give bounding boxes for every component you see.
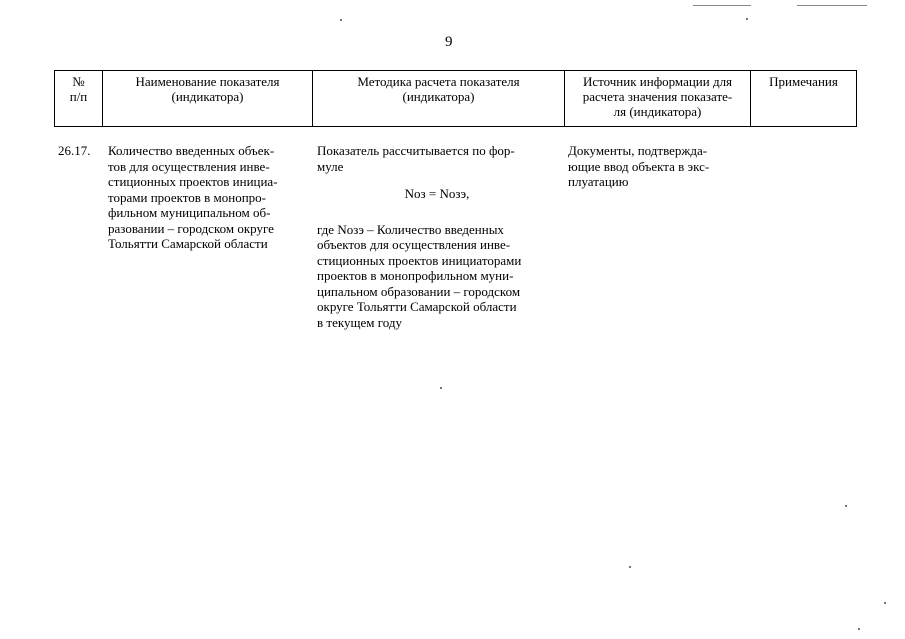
method-explanation: где Nозэ – Количество введенных объектов для осуществления инве- стиционных проектов инициаторами проектов в монопрофильном муни- ципальном образовании – городском округе Тольятти Самарской области в текущем году [317, 221, 522, 330]
method-formula: Nоз = Nозэ, [404, 186, 470, 201]
scan-dot [440, 387, 442, 389]
scan-line [797, 5, 867, 6]
page-number: 9 [445, 34, 453, 50]
scan-dot [884, 602, 886, 604]
header-calculation-method: Методика расчета показателя (индикатора) [313, 71, 565, 127]
header-information-source: Источник информации для расчета значения показате- ля (индикатора) [565, 71, 751, 127]
row-information-source: Документы, подтвержда- ющие ввод объекта в экс- плуатацию [568, 143, 710, 189]
scan-dot [629, 566, 631, 568]
row-calculation-method [317, 143, 557, 330]
header-notes: Примечания [751, 71, 857, 127]
header-indicator-name: Наименование показателя (индикатора) [103, 71, 313, 127]
scan-line [693, 5, 751, 6]
scan-dot [845, 505, 847, 507]
row-number: 26.17. [58, 143, 91, 158]
indicator-table-header [54, 70, 857, 127]
row-indicator-name: Количество введенных объек- тов для осуществления инве- стиционных проектов инициа- торами проектов в монопро- фильном муниципальном об- разовании – городском округе Тольятти Самарской области [108, 143, 278, 251]
scan-dot [746, 18, 748, 20]
method-intro: Показатель рассчитывается по фор- муле [317, 143, 515, 174]
scan-dot [340, 19, 342, 21]
header-number: № п/п [55, 71, 103, 127]
scan-dot [858, 628, 860, 630]
header-row [55, 71, 857, 127]
